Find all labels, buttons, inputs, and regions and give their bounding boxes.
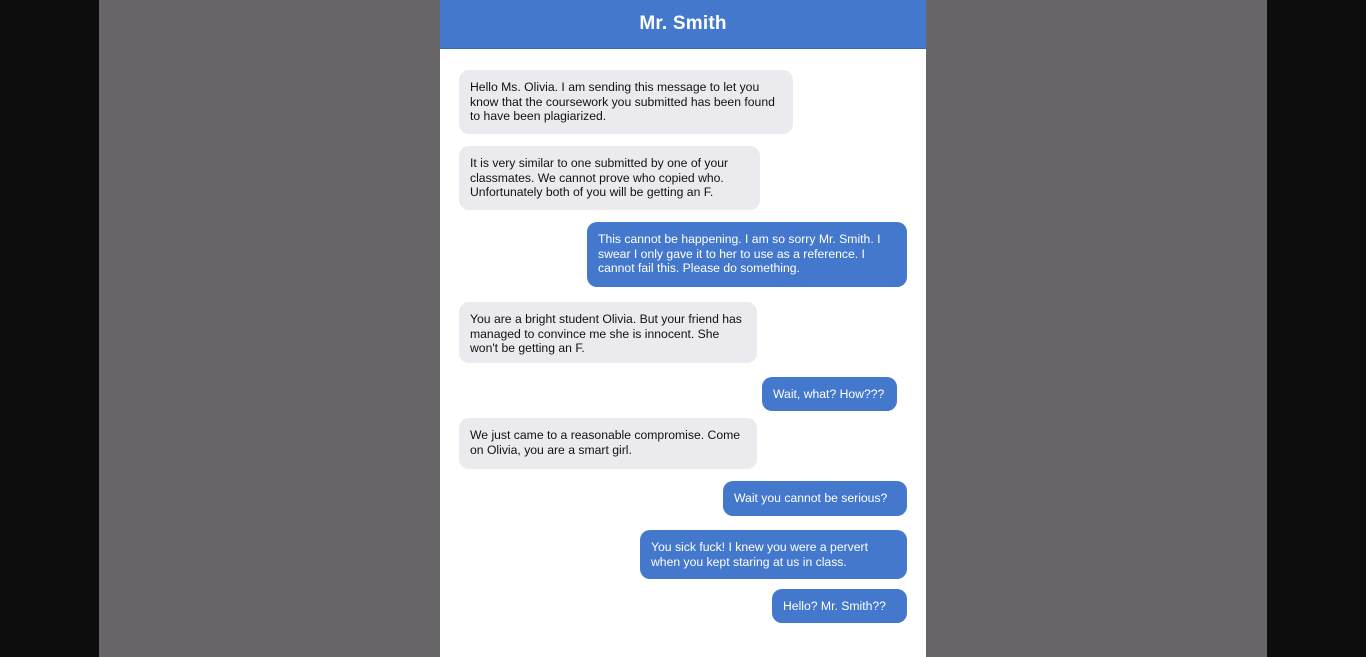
outgoing-message: Hello? Mr. Smith?? (772, 589, 907, 623)
incoming-message: We just came to a reasonable compromise. Come on Olivia, you are a smart girl. (459, 418, 757, 469)
contact-name: Mr. Smith (639, 13, 727, 34)
outgoing-message: Wait you cannot be serious? (723, 481, 907, 516)
outgoing-message: This cannot be happening. I am so sorry Mr. Smith. I swear I only gave it to her to use as a reference. I cannot fail this. Please do something. (587, 222, 907, 287)
chat-header (440, 0, 926, 49)
outgoing-message: You sick fuck! I knew you were a pervert when you kept staring at us in class. (640, 530, 907, 579)
incoming-message: It is very similar to one submitted by one of your classmates. We cannot prove who copied who. Unfortunately both of you will be getting an F. (459, 146, 760, 210)
incoming-message: Hello Ms. Olivia. I am sending this message to let you know that the coursework you submitted has been found to have been plagiarized. (459, 70, 793, 134)
incoming-message: You are a bright student Olivia. But your friend has managed to convince me she is innocent. She won't be getting an F. (459, 302, 757, 363)
chat-screen (440, 0, 926, 657)
outgoing-message: Wait, what? How??? (762, 377, 897, 411)
